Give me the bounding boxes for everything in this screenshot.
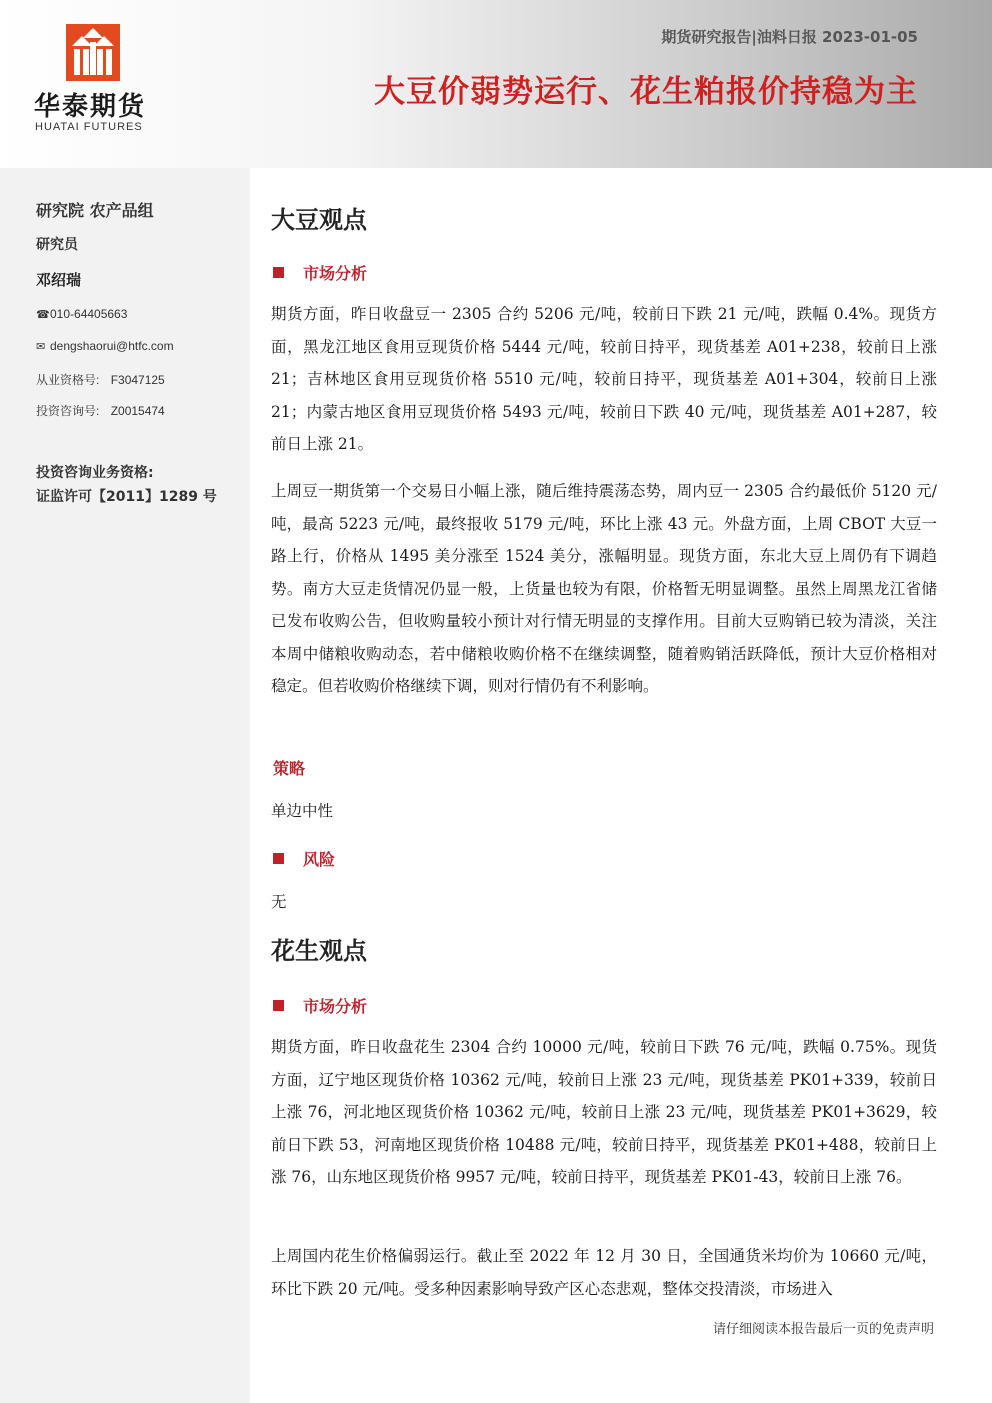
report-header xyxy=(0,0,992,168)
report-headline: 大豆价弱势运行、花生粕报价持稳为主 xyxy=(374,74,918,110)
envelope-icon: ✉ xyxy=(36,341,46,353)
soybean-risk-text: 无 xyxy=(271,893,287,911)
phone-icon: ☎ xyxy=(36,309,50,321)
soybean-section-title: 大豆观点 xyxy=(271,206,367,234)
bullet-square-icon xyxy=(273,853,284,864)
license-value: F3047125 xyxy=(110,373,165,387)
bullet-square-icon xyxy=(273,1000,284,1011)
peanut-section-title: 花生观点 xyxy=(271,937,367,965)
license-label: 从业资格号: xyxy=(36,373,100,387)
department: 研究院 农产品组 xyxy=(36,201,154,220)
qualification-title: 投资咨询业务资格: xyxy=(36,465,154,481)
analyst-sidebar xyxy=(0,168,250,1403)
email-contact[interactable] xyxy=(36,339,174,353)
peanut-weekly-paragraph: 上周国内花生价格偏弱运行。截止至 2022 年 12 月 30 日，全国通货米均价为 10660 元/吨，环比下跌 20 元/吨。受多种因素影响导致产区心态悲观，整体交投清淡，市场进入 xyxy=(271,1247,937,1298)
email-address[interactable]: dengshaorui@htfc.com xyxy=(50,339,174,353)
report-type-date: 期货研究报告|油料日报 2023-01-05 xyxy=(661,28,918,46)
advisory-number xyxy=(36,402,165,419)
soybean-risk-heading: 风险 xyxy=(273,847,335,870)
soybean-futures-paragraph: 期货方面，昨日收盘豆一 2305 合约 5206 元/吨，较前日下跌 21 元/吨，跌幅 0.4%。现货方面，黑龙江地区食用豆现货价格 5444 元/吨，较前日持平，现货基差 A01+238，较前日上涨 21；吉林地区食用豆现货价格 5510 元/吨，较前日持平，现货基差 A01+304，较前日上涨 21；内蒙古地区食用豆现货价格 5493 元/吨，较前日下跌 40 元/吨，现货基差 A01+287，较前日上涨 21。 xyxy=(271,305,937,453)
soybean-weekly-paragraph: 上周豆一期货第一个交易日小幅上涨，随后维持震荡态势，周内豆一 2305 合约最低价 5120 元/吨，最高 5223 元/吨，最终报收 5179 元/吨，环比上涨 43 元。外盘方面，上周 CBOT 大豆一路上行，价格从 1495 美分涨至 1524 美分，涨幅明显。现货方面，东北大豆上周仍有下调趋势。南方大豆走货情况仍显一般，上货量也较为有限，价格暂无明显调整。虽然上周黑龙江省储已发布收购公告，但收购量较小预计对行情无明显的支撑作用。目前大豆购销已较为清淡，关注本周中储粮收购动态，若中储粮收购价格不在继续调整，随着购销活跃降低，预计大豆价格相对稳定。但若收购价格继续下调，则对行情仍有不利影响。 xyxy=(271,482,937,695)
qualification-value: 证监许可【2011】1289 号 xyxy=(36,489,217,505)
disclaimer-note: 请仔细阅读本报告最后一页的免责声明 xyxy=(712,1322,934,1337)
phone-number: 010-64405663 xyxy=(50,307,128,321)
soybean-strategy-text: 单边中性 xyxy=(271,802,334,820)
peanut-futures-paragraph: 期货方面，昨日收盘花生 2304 合约 10000 元/吨，较前日下跌 76 元/吨，跌幅 0.75%。现货方面，辽宁地区现货价格 10362 元/吨，较前日上涨 23 元/吨，现货基差 PK01+339，较前日上涨 76，河北地区现货价格 10362 元/吨，较前日上涨 23 元/吨，现货基差 PK01+3629，较前日下跌 53，河南地区现货价格 10488 元/吨，较前日持平，现货基差 PK01+488，较前日上涨 76，山东地区现货价格 9957 元/吨，较前日持平，现货基差 PK01-43，较前日上涨 76。 xyxy=(271,1038,937,1186)
soybean-strategy-heading: 策略 xyxy=(273,759,306,778)
bullet-square-icon xyxy=(273,267,284,278)
advisory-value: Z0015474 xyxy=(110,404,165,418)
license-number xyxy=(36,371,165,388)
phone-contact xyxy=(36,307,127,321)
analyst-role: 研究员 xyxy=(36,237,78,253)
advisory-label: 投资咨询号: xyxy=(36,404,100,418)
peanut-market-heading: 市场分析 xyxy=(273,994,367,1017)
brand-name-en: HUATAI FUTURES xyxy=(35,121,143,133)
huatai-logo-icon xyxy=(66,24,120,81)
analyst-name: 邓绍瑞 xyxy=(36,271,82,289)
soybean-market-heading: 市场分析 xyxy=(273,261,367,284)
brand-name-cn: 华泰期货 xyxy=(34,92,147,122)
